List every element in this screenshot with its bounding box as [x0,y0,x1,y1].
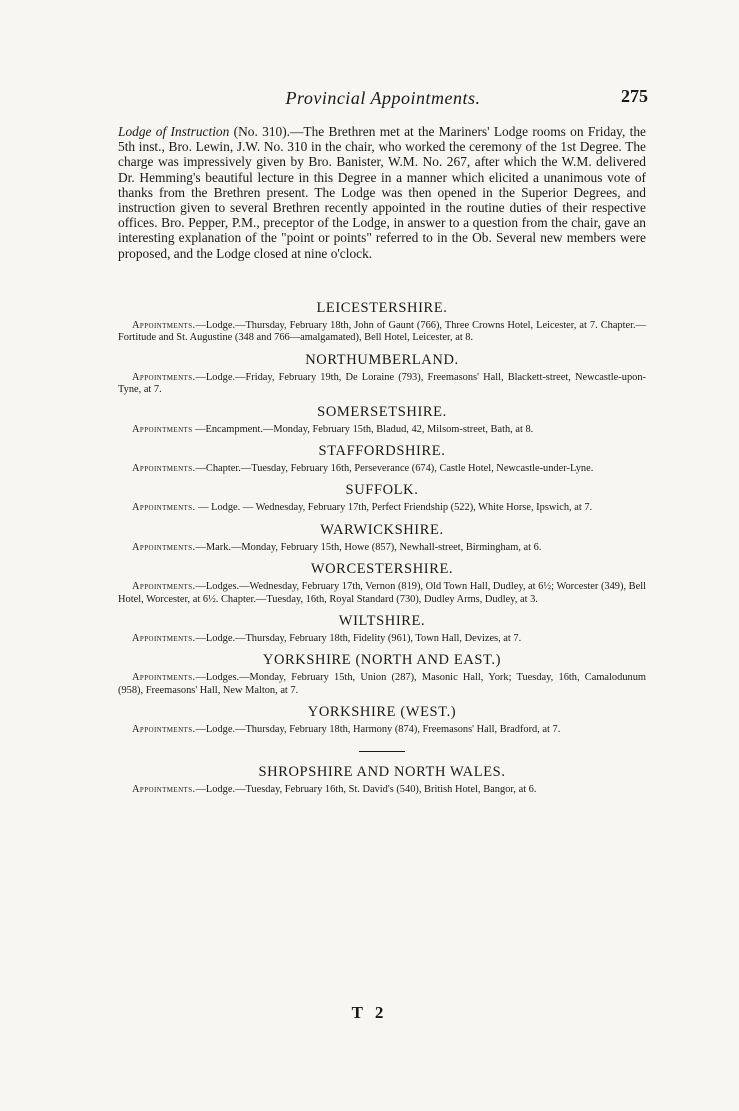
section-body [118,633,646,645]
appointments-label: Appointments. [132,502,196,514]
appointments-label: Appointments. [132,320,196,331]
running-head [118,88,648,114]
section-text: —Lodges.—Monday, February 15th, Union (287), Masonic Hall, York; Tuesday, 16th, Camalodunum (958), Freemasons' Hall, New Malton, at 7. [118,672,646,696]
section-divider-rule [359,751,405,752]
appointments-label: Appointments. [132,463,196,475]
section-body [118,372,646,397]
section-body [118,542,646,554]
page-number: 275 [621,86,648,106]
section-body [118,724,646,736]
section-staffordshire [118,443,646,475]
section-text: —Lodge.—Friday, February 19th, De Loraine (793), Freemasons' Hall, Blackett-street, Newcastle-upon-Tyne, at 7. [118,371,646,396]
section-heading: SOMERSETSHIRE. [317,403,447,420]
section-body [118,502,646,514]
printer-signature-mark: T 2 [351,1003,388,1022]
appointments-label: Appointments. [132,541,196,553]
section-heading: SUFFOLK. [345,482,419,499]
section-text: —Lodge.—Thursday, February 18th, Fidelity (961), Town Hall, Devizes, at 7. [195,633,522,645]
section-warwickshire [118,522,646,554]
section-text: —Lodge.—Thursday, February 18th, Harmony (874), Freemasons' Hall, Bradford, at 7. [195,724,561,736]
section-heading: WILTSHIRE. [338,613,426,630]
section-heading: NORTHUMBERLAND. [305,351,459,368]
section-body [118,463,646,475]
section-text: — Lodge. — Wednesday, February 17th, Perfect Friendship (522), White Horse, Ipswich, at 7. [195,502,593,514]
section-text: —Chapter.—Tuesday, February 16th, Perseverance (674), Castle Hotel, Newcastle-under-Lyne. [195,463,594,475]
section-heading: WARWICKSHIRE. [320,521,444,538]
section-text: —Lodge.—Tuesday, February 16th, St. David's (540), British Hotel, Bangor, at 6. [195,783,537,795]
section-yorkshire-west [118,704,646,736]
intro-paragraph [118,124,646,261]
section-heading: SHROPSHIRE AND NORTH WALES. [258,763,506,780]
section-heading: WORCESTERSHIRE. [310,561,454,578]
section-northumberland [118,352,646,397]
section-heading: YORKSHIRE (WEST.) [307,704,457,721]
section-somersetshire [118,404,646,436]
running-title: Provincial Appointments. [285,88,481,108]
section-text: —Encampment.—Monday, February 15th, Bladud, 42, Milsom-street, Bath, at 8. [192,423,534,435]
appointments-label: Appointments. [132,724,196,736]
intro-lead-in: Lodge of Instruction [118,124,230,139]
appointments-sections [118,300,646,803]
section-text: —Lodge.—Thursday, February 18th, John of Gaunt (766), Three Crowns Hotel, Leicester, at 7. Chapter.—Fortitude and St. Augustine (348 and 766—amalgamated), Bell Hotel, Leicester, at 8. [118,320,646,344]
section-shropshire-north-wales [118,764,646,796]
intro-text: (No. 310).—The Brethren met at the Mariners' Lodge rooms on Friday, the 5th inst., Bro. Lewin, J.W. No. 310 in the chair, who worked the ceremony of the 1st Degree. The charge was impressively given by Bro. Banister, W.M. No. 267, after which the W.M. delivered Dr. Hemming's beautiful lecture in this Degree in a manner which elicited a unanimous vote of thanks from the Brethren present. The Lodge was then opened in the Superior Degrees, and instruction given to several Brethren recently appointed in the routine duties of their respective offices. Bro. Pepper, P.M., preceptor of the Lodge, in answer to a question from the chair, gave an interesting explanation of the "point or points" referred to in the Ob. Several new members were proposed, and the Lodge closed at nine o'clock. [118,124,646,261]
section-suffolk [118,482,646,514]
appointments-label: Appointments. [132,371,196,383]
appointments-label: Appointments [132,423,193,435]
section-leicestershire [118,300,646,345]
appointments-label: Appointments. [132,633,196,645]
section-body [118,320,646,345]
section-body [118,424,646,436]
appointments-label: Appointments. [132,783,196,795]
section-yorkshire-north-east [118,652,646,697]
appointments-label: Appointments. [132,672,196,684]
section-text: —Lodges.—Wednesday, February 17th, Vernon (819), Old Town Hall, Dudley, at 6½; Worcester (349), Bell Hotel, Worcester, at 6½. Chapter.—Tuesday, 16th, Royal Standard (730), Dudley Arms, Dudley, at 3. [118,581,646,605]
section-heading: YORKSHIRE (NORTH AND EAST.) [262,652,502,669]
section-body [118,581,646,606]
section-heading: STAFFORDSHIRE. [318,443,446,460]
section-worcestershire [118,561,646,606]
section-body [118,784,646,796]
section-text: —Mark.—Monday, February 15th, Howe (857), Newhall-street, Birmingham, at 6. [195,541,542,553]
appointments-label: Appointments. [132,581,196,593]
section-body [118,672,646,697]
section-heading: LEICESTERSHIRE. [316,300,448,316]
section-wiltshire [118,613,646,645]
